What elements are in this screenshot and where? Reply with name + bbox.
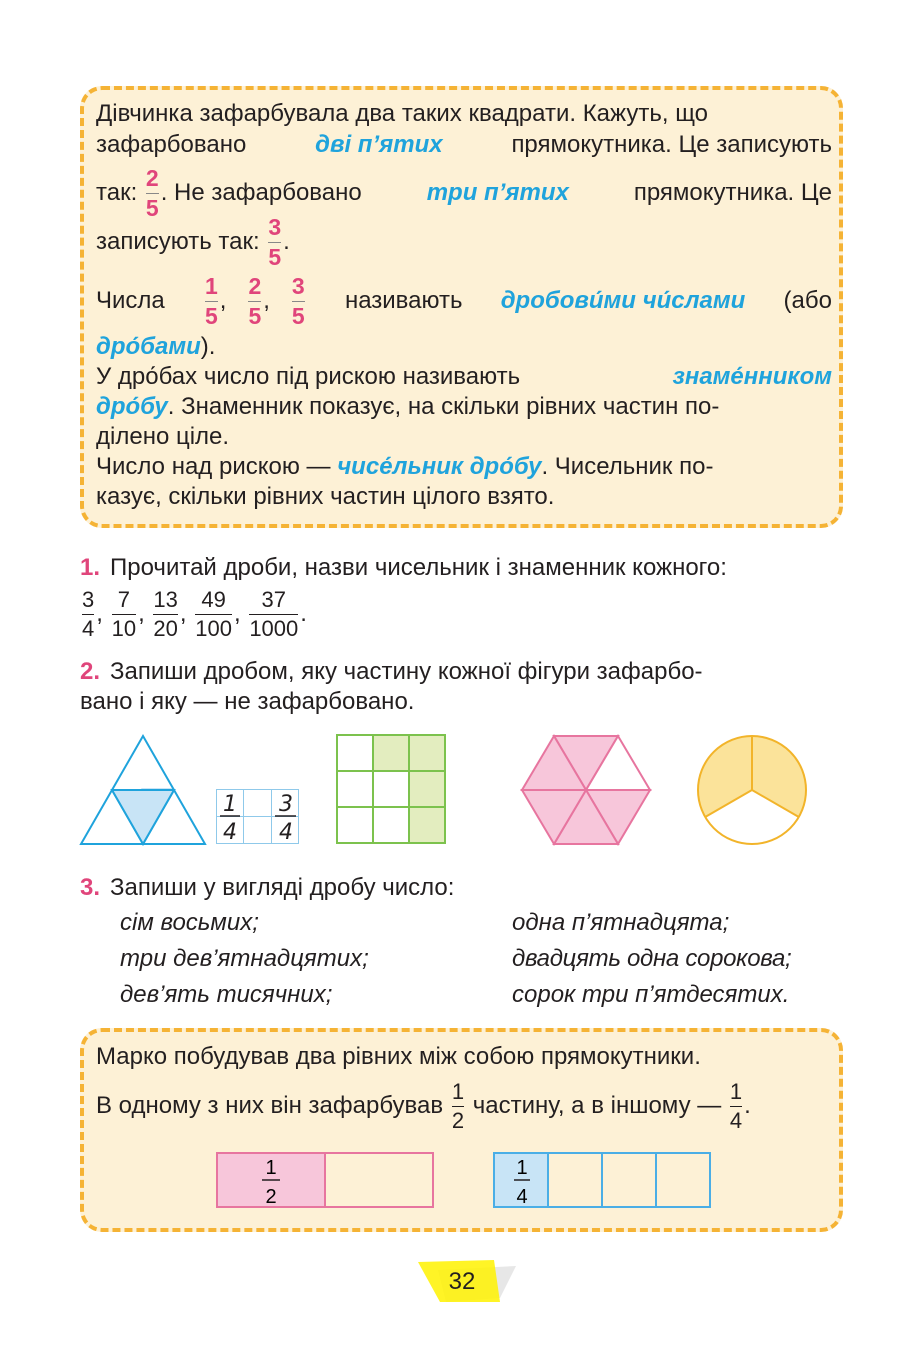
def-line-6: дро́бами). (96, 333, 216, 360)
task-number: 2. (80, 658, 101, 685)
half-rectangle (216, 1152, 436, 1210)
circle-figure (696, 734, 808, 846)
fraction-two-fifths-2: $\frac{2}{5}$ (248, 272, 262, 329)
task-3-item-right-1: одна п’ятнадцята; (512, 909, 730, 936)
hexagon-figure (520, 734, 652, 846)
quarter-rectangle (493, 1152, 713, 1210)
task-3-item-left-2: три дев’ятнадцятих; (120, 945, 369, 972)
task-3: 3. Запиши у вигляді дробу число: (80, 874, 455, 901)
def-line-9: ділено ціле. (96, 423, 230, 450)
green-grid-figure (336, 734, 448, 846)
task-3-item-right-2: двадцять одна сорокова; (512, 945, 792, 972)
keyword-three-fifths: три п’ятих (426, 179, 569, 206)
task-1: 1. Прочитай дроби, назви чисельник і знаменник кожного: (80, 554, 727, 581)
fraction: $\frac{3}{4}$ (82, 586, 95, 641)
keyword-two-fifths: дві п’ятих (315, 131, 443, 158)
triangle-figure (78, 734, 208, 846)
fraction-half: $\frac{1}{2}$ (451, 1078, 465, 1133)
answer-denominator-1: 4 (223, 820, 237, 845)
half-denominator: 2 (265, 1186, 277, 1208)
fraction-quarter: $\frac{1}{4}$ (729, 1078, 743, 1133)
example-line-1: Марко побудував два рівних між собою прямокутники. (96, 1043, 701, 1070)
keyword-denominator: знаме́нником (672, 363, 832, 390)
fraction-one-fifth: $\frac{1}{5}$ (204, 272, 218, 329)
def-line-11: казує, скільки рівних частин цілого взято. (96, 483, 555, 510)
task-2-line-2: вано і яку — не зафарбовано. (80, 688, 415, 715)
page-number: 32 (448, 1268, 476, 1295)
answer-numerator-2: 3 (279, 792, 293, 817)
def-line-4: записують так: $\frac{3}{5}$ . (96, 213, 290, 270)
def-line-1: Дівчинка зафарбувала два таких квадрати. Кажуть, що (96, 100, 709, 127)
example-line-2: В одному з них він зафарбував $\frac{1}{2}$ частину, а в іншому — $\frac{1}{4}$ . (96, 1078, 751, 1133)
def-line-3: так: $\frac{2}{5}$ . Не зафарбовано три п’ятих прямокутника. Це (96, 164, 832, 221)
quarter-denominator: 4 (516, 1186, 528, 1208)
task-3-item-left-1: сім восьмих; (120, 909, 259, 936)
half-numerator: 1 (265, 1157, 277, 1179)
fraction-two-fifths: $\frac{2}{5}$ (145, 164, 159, 221)
task-3-item-right-3: сорок три п’ятдесятих. (512, 981, 790, 1008)
def-line-8: дро́бу. Знаменник показує, на скільки рівних частин по- (96, 393, 720, 420)
task-2-line-1: 2. Запиши дробом, яку частину кожної фігури зафарбо- (80, 658, 703, 685)
task-number: 1. (80, 554, 101, 581)
answer-numerator-1: 1 (223, 792, 237, 817)
task-1-fractions: $\frac{3}{4}$ , $\frac{7}{10}$ , $\frac{13}{20}$ , $\frac{49}{100}$ , $\frac{37}{1000}$ . (82, 586, 307, 641)
fraction-three-fifths-2: $\frac{3}{5}$ (291, 272, 305, 329)
fraction: $\frac{37}{1000}$ (249, 586, 299, 641)
keyword-fractions: дро́бами (96, 333, 201, 360)
fractions-list: $\frac{1}{5}$ , $\frac{2}{5}$ , $\frac{3}{5}$ (204, 272, 305, 329)
fraction-three-fifths: $\frac{3}{5}$ (268, 213, 282, 270)
keyword-fraction: дро́бу (96, 393, 168, 420)
keyword-fractional-numbers: дробови́ми чи́слами (500, 287, 746, 314)
fraction: $\frac{49}{100}$ (195, 586, 232, 641)
answer-grid (216, 789, 300, 845)
task-number: 3. (80, 874, 101, 901)
answer-denominator-2: 4 (279, 820, 293, 845)
def-line-7: У дро́бах число під рискою називають знаме́нником (96, 363, 832, 390)
keyword-numerator: чисе́льник дро́бу (337, 453, 542, 480)
task-3-item-left-3: дев’ять тисячних; (120, 981, 333, 1008)
fraction: $\frac{7}{10}$ (111, 586, 137, 641)
fraction: $\frac{13}{20}$ (153, 586, 178, 641)
def-line-5: Числа $\frac{1}{5}$ , $\frac{2}{5}$ , $\frac{3}{5}$ називають дробови́ми чи́слами (або (96, 272, 832, 329)
def-line-2: зафарбовано дві п’ятих прямокутника. Це записують (96, 131, 832, 158)
quarter-numerator: 1 (516, 1157, 528, 1179)
def-line-10: Число над рискою — чисе́льник дро́бу. Чисельник по- (96, 453, 714, 480)
